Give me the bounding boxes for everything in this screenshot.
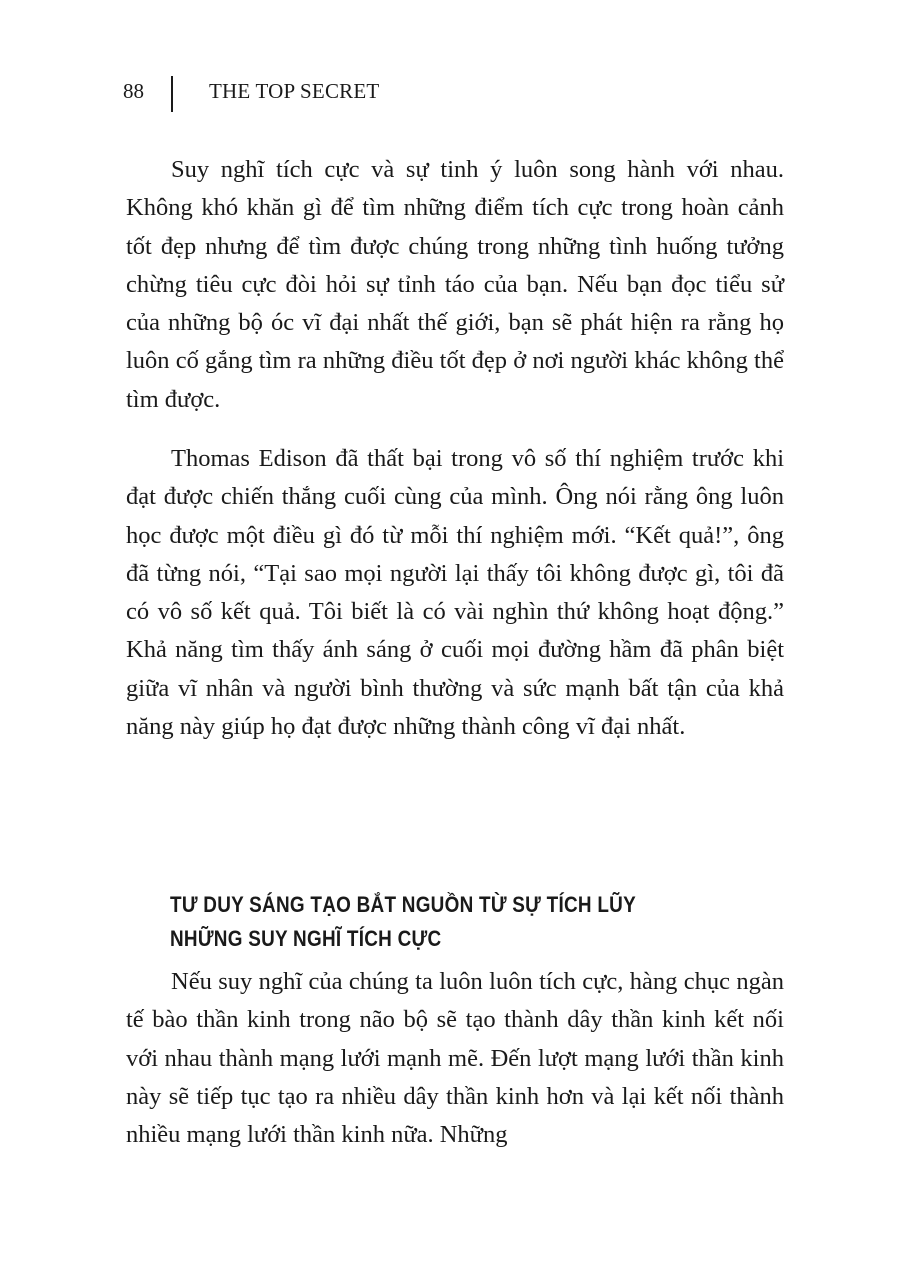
section-heading-line-1: TƯ DUY SÁNG TẠO BẮT NGUỒN TỪ SỰ TÍCH LŨY (170, 892, 636, 918)
paragraph-2 (126, 440, 784, 746)
section-heading (170, 888, 686, 956)
page-number: 88 (123, 79, 144, 103)
header-divider (171, 76, 173, 112)
paragraph-1 (126, 151, 784, 419)
paragraph-text: Suy nghĩ tích cực và sự tinh ý luôn song hành với nhau. Không khó khăn gì để tìm những điểm tích cực trong hoàn cảnh tốt đẹp nhưng để tìm được chúng trong những tình huống tưởng chừng tiêu cực đòi hỏi sự tỉnh táo của bạn. Nếu bạn đọc tiểu sử của những bộ óc vĩ đại nhất thế giới, bạn sẽ phát hiện ra rằng họ luôn cố gắng tìm ra những điều tốt đẹp ở nơi người khác không thể tìm được. (126, 156, 784, 413)
paragraph-text: Nếu suy nghĩ của chúng ta luôn luôn tích cực, hàng chục ngàn tế bào thần kinh trong não bộ sẽ tạo thành dây thần kinh kết nối với nhau thành mạng lưới mạnh mẽ. Đến lượt mạng lưới thần kinh này sẽ tiếp tục tạo ra nhiều dây thần kinh hơn và lại kết nối thành nhiều mạng lưới thần kinh nữa. Những (126, 968, 784, 1149)
section-heading-line-2: NHỮNG SUY NGHĨ TÍCH CỰC (170, 926, 442, 952)
paragraph-3 (126, 963, 784, 1154)
running-head (123, 76, 379, 112)
book-title: THE TOP SECRET (209, 79, 380, 103)
paragraph-text: Thomas Edison đã thất bại trong vô số thí nghiệm trước khi đạt được chiến thắng cuối cùng của mình. Ông nói rằng ông luôn học được một điều gì đó từ mỗi thí nghiệm mới. “Kết quả!”, ông đã từng nói, “Tại sao mọi người lại thấy tôi không được gì, tôi đã có vô số kết quả. Tôi biết là có vài nghìn thứ không hoạt động.” Khả năng tìm thấy ánh sáng ở cuối mọi đường hầm đã phân biệt giữa vĩ nhân và người bình thường và sức mạnh bất tận của khả năng này giúp họ đạt được những thành công vĩ đại nhất. (126, 445, 784, 741)
